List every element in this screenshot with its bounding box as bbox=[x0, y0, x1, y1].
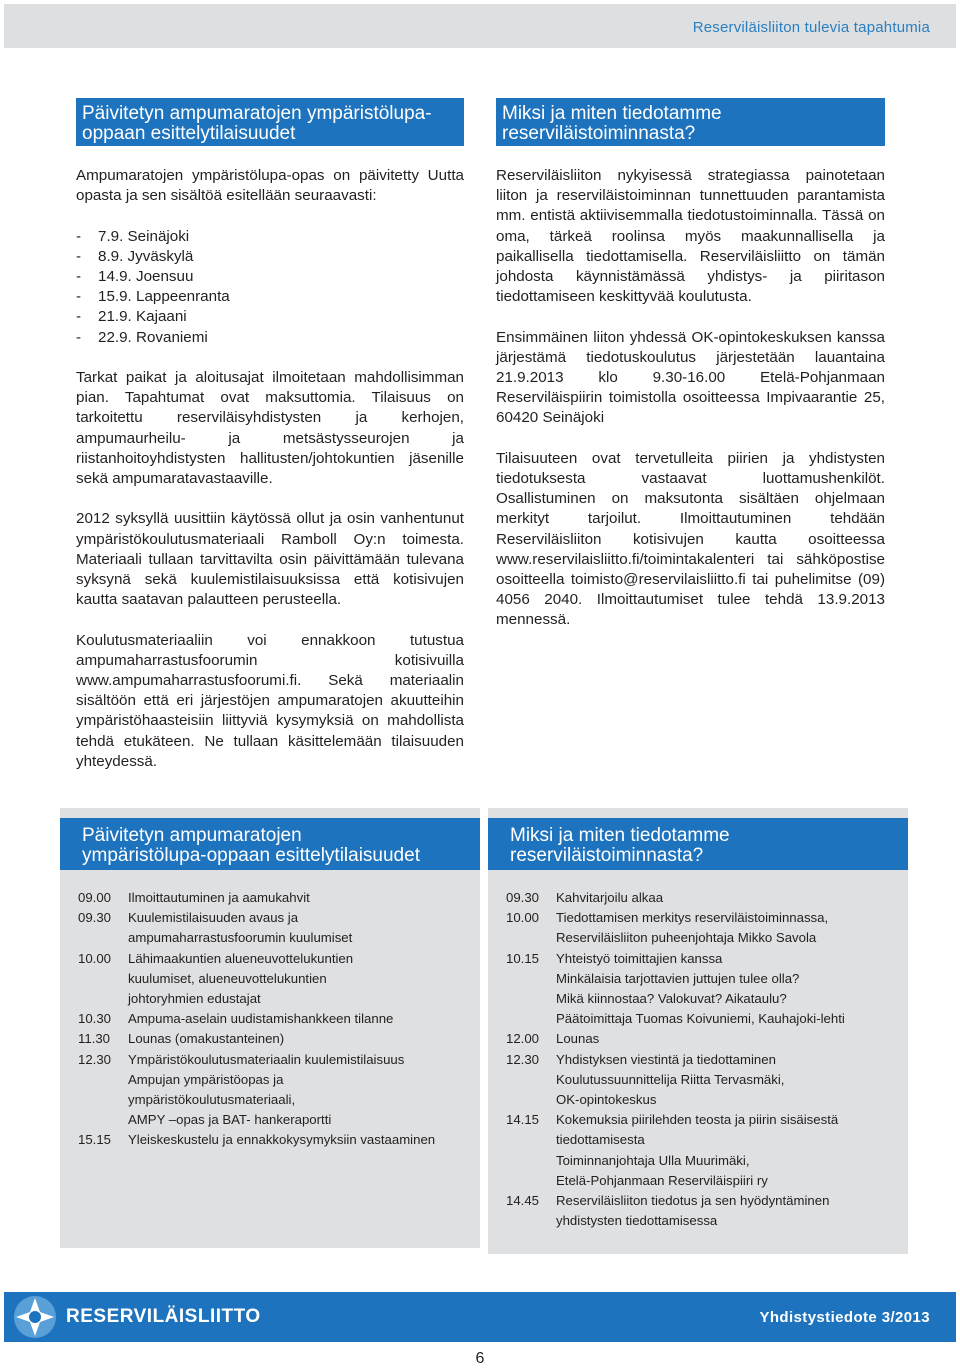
schedule-description: Reserviläisliiton tiedotus ja sen hyödyntäminen bbox=[556, 1193, 830, 1209]
schedule-time bbox=[506, 1171, 556, 1191]
left-article-title-line: Päivitetyn ampumaratojen ympäristölupa- bbox=[82, 103, 432, 124]
schedule-time bbox=[506, 969, 556, 989]
page-header-bar bbox=[4, 4, 956, 48]
schedule-row bbox=[506, 1171, 900, 1191]
left-schedule-box bbox=[60, 808, 480, 1248]
schedule-time bbox=[78, 989, 128, 1009]
list-item: - 15.9. Lappeenranta bbox=[76, 288, 230, 306]
right-article-paragraph: Tilaisuuteen ovat tervetulleita piirien ja yhdistysten tiedotuksesta vastaavat luottamushenkilöt. Osallistuminen on maksutonta sisältäen ohjelmaan merkityt tarjoilut. Ilmoittautuminen tehdään Reserviläisliiton kotisivujen kautta osoitteessa www.reservilaisliitto.fi/toimintakalenteri tai sähköpostise osoitteella toimisto@reservilaisliitto.fi tai puhelimitse (09) 4056 2040. Ilmoittautumiset tulee tehdä 13.9.2013 mennessä. bbox=[496, 449, 885, 629]
schedule-row bbox=[506, 1130, 900, 1150]
right-article-title bbox=[496, 98, 885, 146]
schedule-time bbox=[506, 1151, 556, 1171]
schedule-row bbox=[78, 1110, 472, 1130]
schedule-time: 09.00 bbox=[78, 890, 112, 905]
schedule-description: johtoryhmien edustajat bbox=[128, 991, 261, 1007]
schedule-row bbox=[506, 969, 900, 989]
schedule-description: Toiminnanjohtaja Ulla Muurimäki, bbox=[556, 1152, 750, 1168]
schedule-row bbox=[506, 888, 900, 908]
schedule-row bbox=[506, 1090, 900, 1110]
schedule-time bbox=[506, 1130, 556, 1150]
schedule-row bbox=[78, 1070, 472, 1090]
schedule-description: tiedottamisesta bbox=[556, 1132, 645, 1148]
left-article-title-line: oppaan esittelytilaisuudet bbox=[82, 123, 296, 144]
left-article-paragraph: 2012 syksyllä uusittiin käytössä ollut ja osin vanhentunut ympäristökoulutusmateriaali Ramboll Oy:n toimesta. Materiaali tullaan tarvittavilta osin päivittämään tulevana syksynä sekä kuulemistilaisuuksissa että kotisivujen kautta saatavan palautteen perusteella. bbox=[76, 510, 464, 609]
schedule-description: ympäristökoulutusmateriaali, bbox=[128, 1092, 296, 1108]
left-article-paragraph: Koulutusmateriaaliin voi ennakkoon tutustua ampumaharrastusfoorumin kotisivuilla www.ampumaharrastusfoorumi.fi. Sekä materiaalin sisältöön että eri järjestöjen ampumaratojen akuutteihin ympäristöhaasteisiin liittyviä kysymyksiä on mahdollista tehdä etukäteen. Ne tullaan käsittelemään tilaisuuden yhteydessä. bbox=[76, 631, 464, 770]
right-schedule-list bbox=[506, 888, 900, 1231]
schedule-time: 11.30 bbox=[78, 1031, 111, 1047]
schedule-description: Ympäristökoulutusmateriaalin kuulemistilaisuus bbox=[128, 1051, 405, 1067]
schedule-row bbox=[78, 1009, 472, 1029]
schedule-description: OK-opintokeskus bbox=[556, 1092, 657, 1108]
left-article-title bbox=[76, 98, 464, 146]
schedule-description: AMPY –opas ja BAT- hankeraportti bbox=[128, 1112, 332, 1128]
schedule-row bbox=[506, 1029, 900, 1049]
event-list bbox=[76, 227, 464, 348]
schedule-description: yhdistysten tiedottamisessa bbox=[556, 1213, 718, 1229]
schedule-time: 12.30 bbox=[506, 1051, 540, 1067]
schedule-description: Lounas (omakustanteinen) bbox=[128, 1031, 285, 1047]
schedule-time: 14.15 bbox=[506, 1112, 540, 1128]
schedule-description: kuulumiset, alueneuvottelukuntien bbox=[128, 970, 327, 986]
right-article-title-line: reserviläistoiminnasta? bbox=[502, 123, 696, 144]
schedule-description: Yhdistyksen viestintä ja tiedottaminen bbox=[556, 1051, 776, 1067]
schedule-row bbox=[506, 949, 900, 969]
schedule-time bbox=[506, 1090, 556, 1110]
footer-bar bbox=[4, 1292, 956, 1342]
schedule-description: Etelä-Pohjanmaan Reserviläispiiri ry bbox=[556, 1172, 768, 1188]
schedule-row bbox=[78, 949, 472, 969]
schedule-row bbox=[78, 1029, 472, 1049]
right-schedule-box bbox=[488, 808, 908, 1254]
schedule-description: Ampujan ympäristöopas ja bbox=[128, 1071, 284, 1087]
schedule-time bbox=[78, 1070, 128, 1090]
schedule-description: ampumaharrastusfoorumin kuulumiset bbox=[128, 930, 353, 946]
schedule-time: 10.00 bbox=[506, 910, 540, 926]
schedule-time bbox=[78, 928, 128, 948]
schedule-description: Yleiskeskustelu ja ennakkokysymyksiin vastaaminen bbox=[128, 1132, 436, 1148]
right-article-title-line: Miksi ja miten tiedotamme bbox=[502, 103, 722, 124]
schedule-description: Yhteistyö toimittajien kanssa bbox=[556, 950, 723, 966]
schedule-description: Lähimaakuntien alueneuvottelukuntien bbox=[128, 950, 354, 966]
schedule-time: 12.30 bbox=[78, 1051, 112, 1067]
schedule-description: Kahvitarjoilu alkaa bbox=[556, 890, 664, 905]
schedule-row bbox=[78, 969, 472, 989]
schedule-row bbox=[506, 1009, 900, 1029]
list-item: - 21.9. Kajaani bbox=[76, 308, 187, 326]
schedule-time: 12.00 bbox=[506, 1031, 540, 1047]
schedule-row bbox=[78, 989, 472, 1009]
schedule-description: Päätoimittaja Tuomas Koivuniemi, Kauhajoki-lehti bbox=[556, 1011, 845, 1027]
left-article-body bbox=[76, 166, 464, 772]
list-item: - 22.9. Rovaniemi bbox=[76, 328, 208, 346]
schedule-description: Lounas bbox=[556, 1031, 600, 1047]
schedule-row bbox=[506, 1070, 900, 1090]
schedule-description: Reserviläisliiton puheenjohtaja Mikko Savola bbox=[556, 930, 817, 946]
schedule-row bbox=[506, 1110, 900, 1130]
schedule-time bbox=[506, 1009, 556, 1029]
schedule-time bbox=[78, 969, 128, 989]
schedule-time bbox=[78, 1110, 128, 1130]
schedule-time: 15.15 bbox=[78, 1132, 112, 1148]
schedule-time bbox=[506, 1211, 556, 1231]
left-schedule-title: Päivitetyn ampumaratojen ympäristölupa-oppaan esittelytilaisuudet bbox=[60, 818, 480, 870]
left-schedule-list bbox=[78, 888, 472, 1151]
schedule-row bbox=[78, 1050, 472, 1070]
schedule-time bbox=[506, 989, 556, 1009]
schedule-row bbox=[506, 1191, 900, 1211]
schedule-row bbox=[506, 989, 900, 1009]
schedule-description: Kokemuksia piirilehden teosta ja piirin sisäisestä bbox=[556, 1112, 839, 1128]
right-article-body bbox=[496, 166, 885, 631]
logo-wordmark: RESERVILÄISLIITTO bbox=[66, 1306, 261, 1327]
left-article-intro: Ampumaratojen ympäristölupa-opas on päivitetty Uutta opasta ja sen sisältöä esitellään seuraavasti: bbox=[76, 167, 464, 205]
list-item: - 14.9. Joensuu bbox=[76, 268, 194, 285]
issue-label: Yhdistystiedote 3/2013 bbox=[759, 1309, 930, 1326]
reservilaisliitto-emblem-icon bbox=[12, 1294, 58, 1340]
right-article-paragraph: Ensimmäinen liiton yhdessä OK-opintokeskuksen kanssa järjestämä tiedotuskoulutus järjestetään lauantaina 21.9.2013 klo 9.30-16.00 Etelä-Pohjanmaan Reserviläispiirin toimistolla osoitteessa Impivaarantie 25, 60420 Seinäjoki bbox=[496, 328, 885, 427]
page-number: 6 bbox=[475, 1350, 485, 1367]
schedule-time: 09.30 bbox=[506, 890, 540, 905]
schedule-time bbox=[78, 1090, 128, 1110]
schedule-time: 10.30 bbox=[78, 1011, 112, 1027]
right-schedule-title: Miksi ja miten tiedotamme reserviläistoiminnasta? bbox=[488, 818, 908, 870]
list-item: - 7.9. Seinäjoki bbox=[76, 227, 190, 245]
schedule-row bbox=[78, 1090, 472, 1110]
schedule-time: 10.00 bbox=[78, 950, 112, 966]
schedule-row bbox=[506, 1211, 900, 1231]
schedule-row bbox=[78, 1130, 472, 1150]
schedule-row bbox=[506, 1151, 900, 1171]
schedule-description: Minkälaisia tarjottavien juttujen tulee olla? bbox=[556, 970, 800, 986]
schedule-description: Koulutussuunnittelija Riitta Tervasmäki, bbox=[556, 1071, 785, 1087]
schedule-time: 10.15 bbox=[506, 950, 540, 966]
schedule-time bbox=[506, 1070, 556, 1090]
schedule-row bbox=[78, 928, 472, 948]
list-item: - 8.9. Jyväskylä bbox=[76, 247, 194, 265]
schedule-time: 09.30 bbox=[78, 910, 112, 926]
schedule-row bbox=[78, 908, 472, 928]
left-article-paragraph: Tarkat paikat ja aloitusajat ilmoitetaan mahdollisimman pian. Tapahtumat ovat maksuttomia. Tilaisuus on tarkoitettu reserviläisyhdistysten ja kerhojen, ampumaurheilu- ja metsästysseurojen ja riistanhoitoyhdistysten hallitusten/johtokuntien jäsenille sekä ampumaratavastaaville. bbox=[76, 369, 464, 488]
schedule-row bbox=[506, 908, 900, 928]
schedule-description: Ampuma-aselain uudistamishankkeen tilanne bbox=[128, 1011, 394, 1027]
schedule-description: Tiedottamisen merkitys reserviläistoiminnassa, bbox=[556, 910, 829, 926]
schedule-description: Kuulemistilaisuuden avaus ja bbox=[128, 910, 299, 926]
schedule-time: 14.45 bbox=[506, 1193, 540, 1209]
schedule-time bbox=[506, 928, 556, 948]
schedule-row bbox=[506, 928, 900, 948]
schedule-row bbox=[506, 1050, 900, 1070]
schedule-description: Mikä kiinnostaa? Valokuvat? Aikataulu? bbox=[556, 991, 787, 1007]
schedule-row bbox=[78, 888, 472, 908]
right-article-paragraph: Reserviläisliiton nykyisessä strategiassa painotetaan liiton ja reserviläistoiminnan tunnettuuden parantamista mm. entistä aktiivisemmalla tiedotustoiminnalla. Tässä on oma, tärkeä roolinsa myös maakunnallisella ja paikallisella tiedottamisella. Reserviläisliitto on tämän johdosta käynnistämässä yhdistys- ja piiritason tiedottamiseen keskittyvää koulutusta. bbox=[496, 167, 885, 306]
schedule-description: Ilmoittautuminen ja aamukahvit bbox=[128, 890, 310, 905]
section-kicker: Reserviläisliiton tulevia tapahtumia bbox=[692, 19, 930, 36]
